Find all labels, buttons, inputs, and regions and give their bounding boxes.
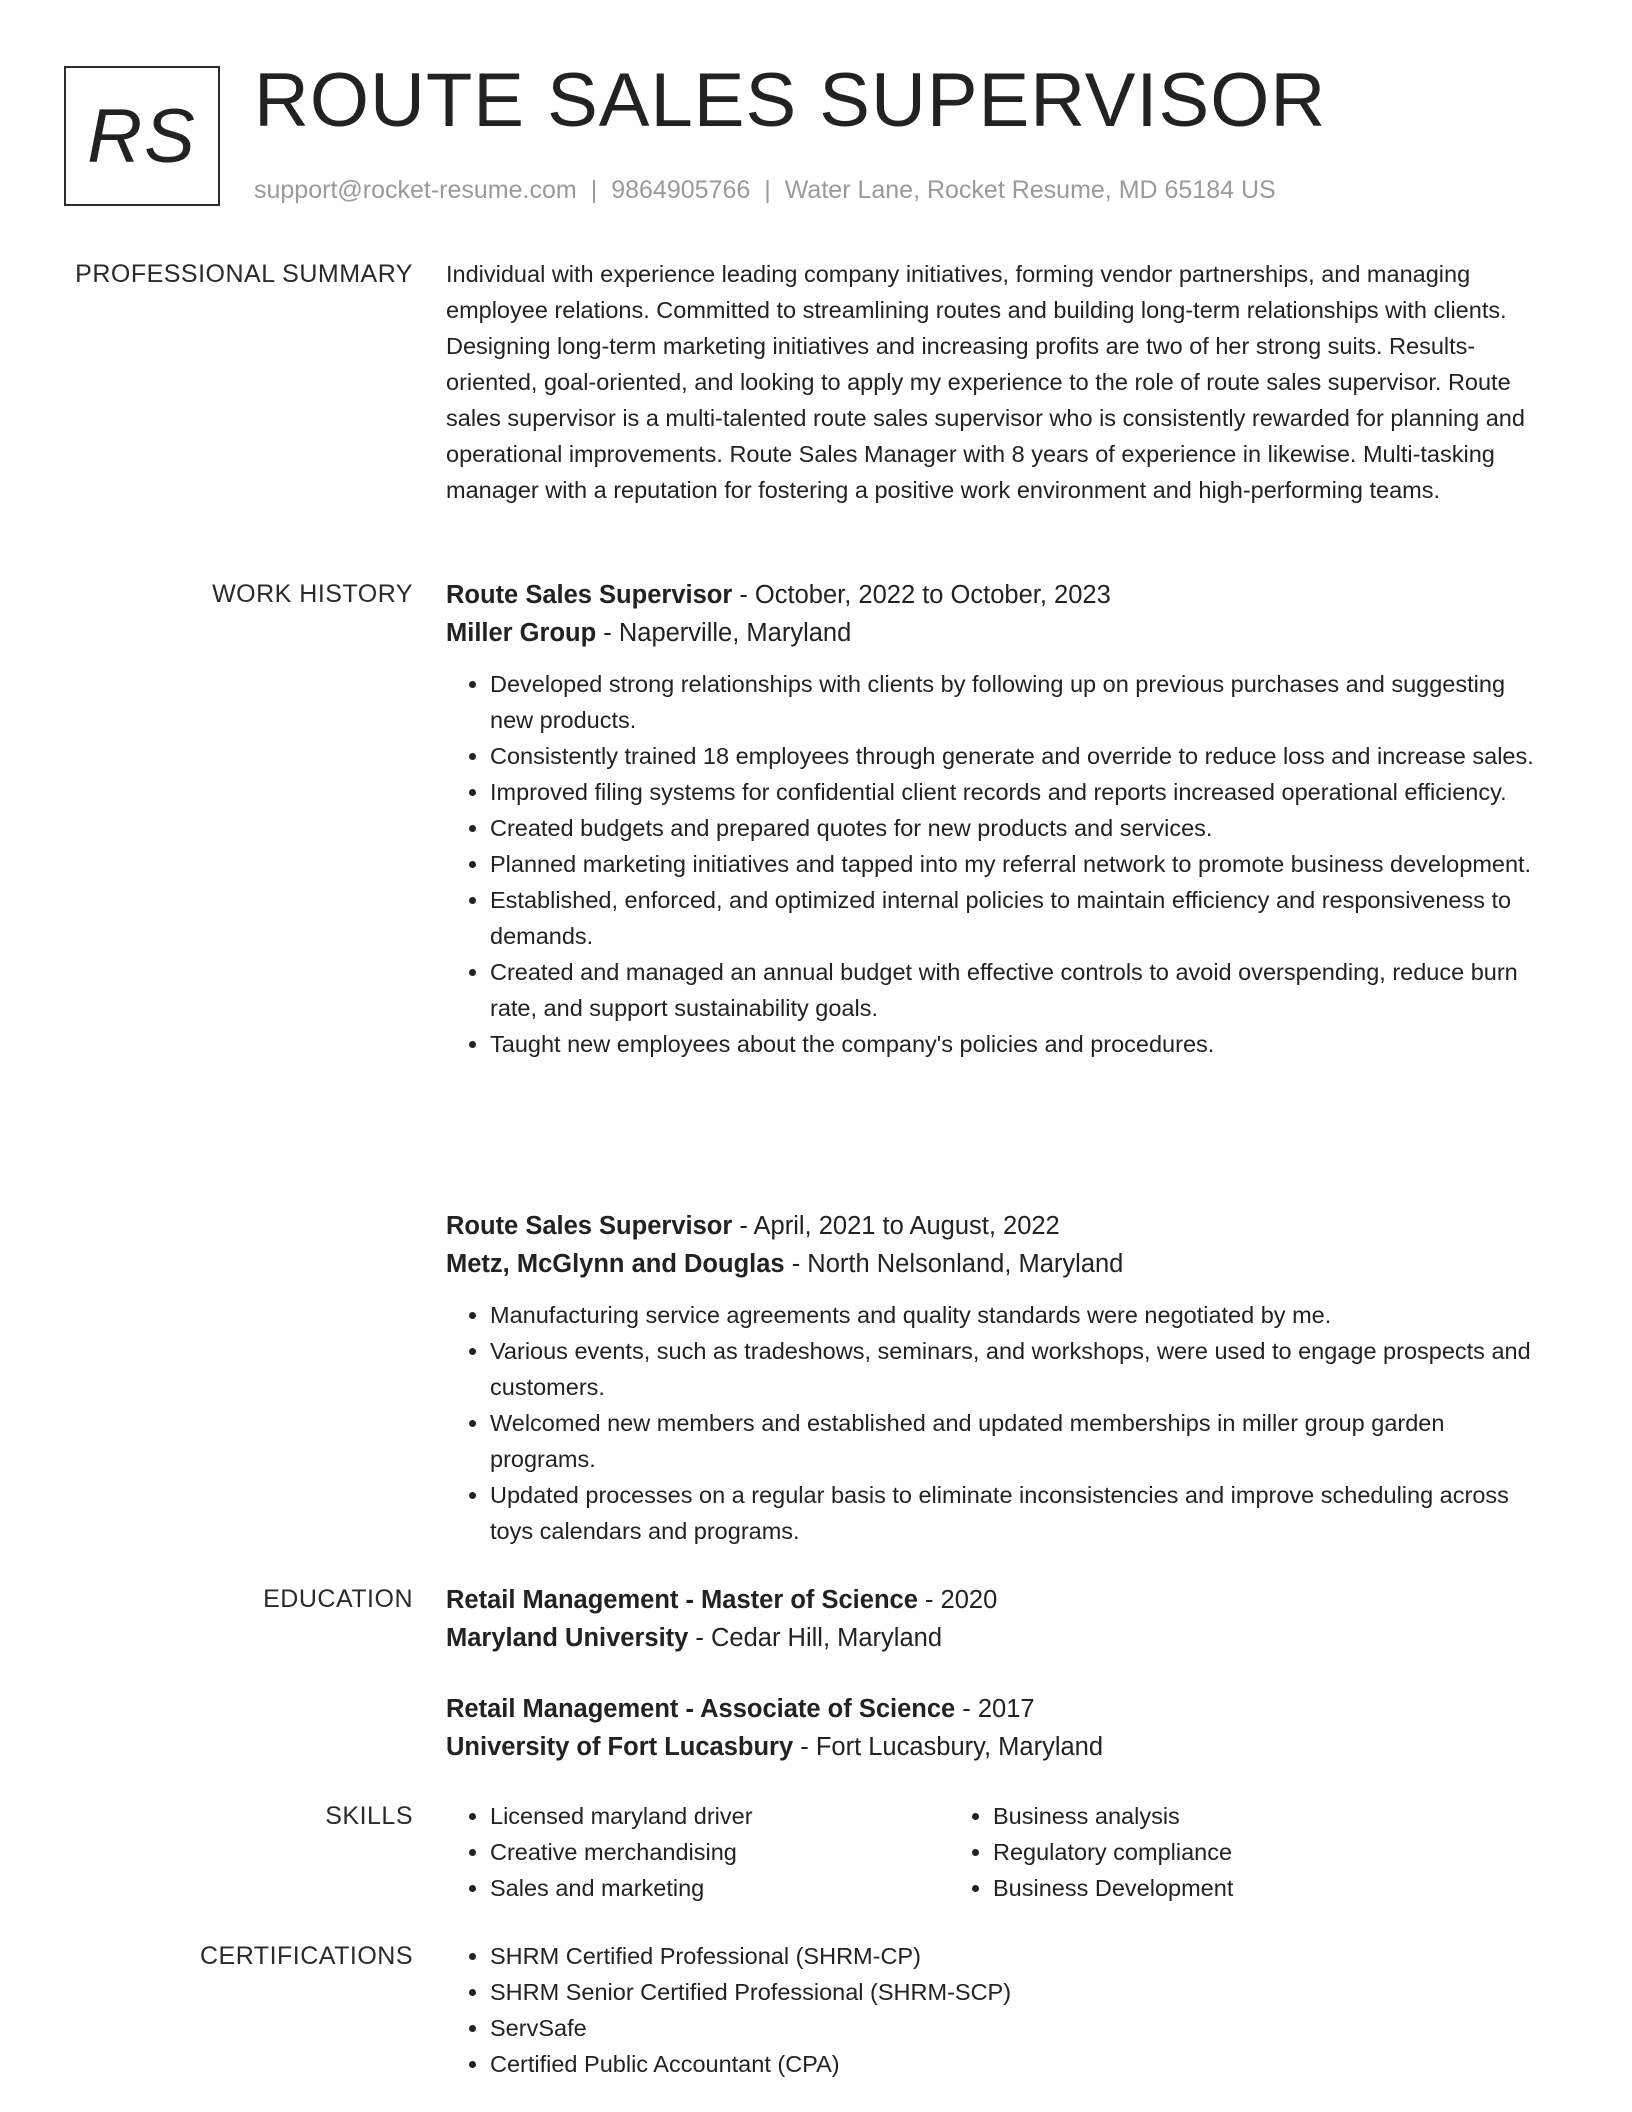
section-label-education: EDUCATION (263, 1585, 413, 1613)
education-degree-line (446, 1690, 1548, 1728)
education-spacer (446, 1657, 1548, 1690)
monogram-badge (64, 66, 220, 206)
job-title: Route Sales Supervisor (446, 1212, 733, 1240)
job-company-line (446, 614, 1548, 652)
education-section (446, 1581, 1548, 1766)
certifications-list (446, 1938, 1548, 2082)
job-entry (446, 1207, 1548, 1549)
monogram-initials: RS (87, 93, 197, 179)
job-bullet: • Created budgets and prepared quotes for new products and services. (490, 810, 1548, 846)
education-school: University of Fort Lucasbury (446, 1733, 794, 1761)
skill-item: • Sales and marketing (490, 1870, 949, 1906)
summary-section (446, 256, 1548, 508)
job-bullet: • Updated processes on a regular basis to eliminate inconsistencies and improve scheduling across toys calendars and programs. (490, 1477, 1548, 1549)
skills-section (446, 1798, 1548, 1906)
job-bullet: • Improved filing systems for confidential client records and reports increased operational efficiency. (490, 774, 1548, 810)
education-entry (446, 1581, 1548, 1657)
skill-item: • Business analysis (993, 1798, 1452, 1834)
job-bullet: • Various events, such as tradeshows, seminars, and workshops, were used to engage prospects and customers. (490, 1333, 1548, 1405)
job-bullet: • Created and managed an annual budget with effective controls to avoid overspending, reduce burn rate, and support sustainability goals. (490, 954, 1548, 1026)
education-degree: Retail Management - Master of Science (446, 1586, 918, 1614)
contact-email[interactable]: support@rocket-resume.com (254, 176, 577, 204)
education-location: - Fort Lucasbury, Maryland (793, 1733, 1104, 1761)
education-degree-line (446, 1581, 1548, 1619)
skill-item: • Business Development (993, 1870, 1452, 1906)
education-entry (446, 1690, 1548, 1766)
section-label-certifications: CERTIFICATIONS (199, 1942, 413, 1970)
certification-item: • Certified Public Accountant (CPA) (490, 2046, 1548, 2082)
skills-column-right (949, 1798, 1452, 1906)
job-dates: - October, 2022 to October, 2023 (732, 581, 1111, 609)
job-entry (446, 576, 1548, 1062)
education-school-line (446, 1619, 1548, 1657)
job-bullet: • Taught new employees about the company's policies and procedures. (490, 1026, 1548, 1062)
section-label-summary: PROFESSIONAL SUMMARY (75, 260, 413, 288)
job-bullet: • Developed strong relationships with clients by following up on previous purchases and suggesting new products. (490, 666, 1548, 738)
skill-item: • Creative merchandising (490, 1834, 949, 1870)
job-bullets (446, 1297, 1548, 1549)
education-year: - 2017 (955, 1695, 1035, 1723)
job-bullets (446, 666, 1548, 1062)
education-school: Maryland University (446, 1624, 689, 1652)
skills-grid (446, 1798, 1548, 1906)
section-label-skills: SKILLS (325, 1802, 413, 1830)
job-bullet: • Manufacturing service agreements and quality standards were negotiated by me. (490, 1297, 1548, 1333)
education-school-line (446, 1728, 1548, 1766)
resume-title: ROUTE SALES SUPERVISOR (254, 58, 1327, 143)
job-bullet: • Welcomed new members and established and updated memberships in miller group garden programs. (490, 1405, 1548, 1477)
job-bullet: • Consistently trained 18 employees through generate and override to reduce loss and increase sales. (490, 738, 1548, 774)
certification-item: • SHRM Senior Certified Professional (SHRM-SCP) (490, 1974, 1548, 2010)
work-history-section-2 (446, 1207, 1548, 1549)
contact-separator: | (764, 176, 771, 204)
job-title: Route Sales Supervisor (446, 581, 733, 609)
contact-line (254, 174, 1276, 206)
skills-column-left (446, 1798, 949, 1906)
certification-item: • SHRM Certified Professional (SHRM-CP) (490, 1938, 1548, 1974)
job-company-line (446, 1245, 1548, 1283)
job-company: Miller Group (446, 619, 597, 647)
job-bullet: • Established, enforced, and optimized internal policies to maintain efficiency and responsiveness to demands. (490, 882, 1548, 954)
contact-phone[interactable]: 9864905766 (611, 176, 751, 204)
job-title-line (446, 576, 1548, 614)
job-company: Metz, McGlynn and Douglas (446, 1250, 785, 1278)
job-location: - North Nelsonland, Maryland (784, 1250, 1124, 1278)
section-label-work-history: WORK HISTORY (212, 580, 413, 608)
job-dates: - April, 2021 to August, 2022 (732, 1212, 1060, 1240)
contact-address: Water Lane, Rocket Resume, MD 65184 US (784, 176, 1276, 204)
skill-item: • Licensed maryland driver (490, 1798, 949, 1834)
education-year: - 2020 (917, 1586, 998, 1614)
skill-item: • Regulatory compliance (993, 1834, 1452, 1870)
contact-separator: | (590, 176, 598, 204)
certification-item: • ServSafe (490, 2010, 1548, 2046)
summary-text: Individual with experience leading company initiatives, forming vendor partnerships, and managing employee relations. Committed to streamlining routes and building long-term relationships with clients. Designing long-term marketing initiatives and increasing profits are two of her strong suits. Results-oriented, goal-oriented, and looking to apply my experience to the role of route sales supervisor. Route sales supervisor is a multi-talented route sales supervisor who is consistently rewarded for planning and operational improvements. Route Sales Manager with 8 years of experience in likewise. Multi-tasking manager with a reputation for fostering a positive work environment and high-performing teams. (446, 261, 1525, 503)
education-location: - Cedar Hill, Maryland (688, 1624, 942, 1652)
education-degree: Retail Management - Associate of Science (446, 1695, 956, 1723)
work-history-section (446, 576, 1548, 1062)
certifications-section (446, 1938, 1548, 2082)
job-location: - Naperville, Maryland (596, 619, 852, 647)
job-bullet: • Planned marketing initiatives and tapped into my referral network to promote business development. (490, 846, 1548, 882)
job-title-line (446, 1207, 1548, 1245)
